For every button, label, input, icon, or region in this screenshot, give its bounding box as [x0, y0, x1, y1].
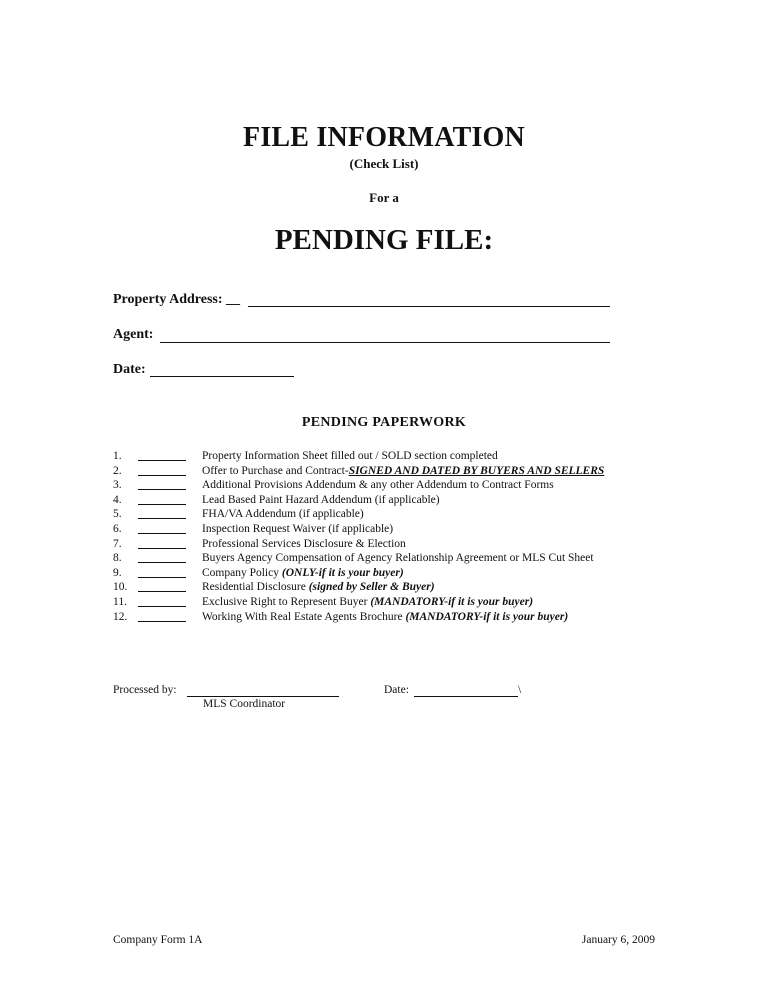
checklist-item — [113, 551, 673, 566]
checklist-checkoff-blank[interactable] — [138, 621, 186, 622]
checklist-checkoff-blank[interactable] — [138, 548, 186, 549]
checklist-checkoff-blank[interactable] — [138, 489, 186, 490]
checklist-item — [113, 610, 673, 625]
checklist-item — [113, 595, 673, 610]
agent-field[interactable] — [160, 342, 610, 343]
checklist-item-number: 7. — [113, 537, 122, 550]
checklist-item — [113, 478, 673, 493]
document-subtitle: (Check List) — [349, 156, 419, 171]
footer-date: January 6, 2009 — [581, 934, 655, 946]
checklist-checkoff-blank[interactable] — [138, 606, 186, 607]
processed-by-field[interactable] — [187, 696, 339, 697]
checklist-item — [113, 580, 673, 595]
checklist-checkoff-blank[interactable] — [138, 518, 186, 519]
checklist-item-number: 3. — [113, 479, 122, 492]
agent-row — [113, 327, 153, 343]
checklist-item-label: Property Information Sheet filled out / SOLD section completed — [202, 450, 498, 462]
checklist-item-number: 2. — [113, 464, 122, 477]
property-address-field[interactable] — [248, 306, 610, 307]
checklist-item-text — [202, 595, 533, 610]
checklist-item-text — [202, 551, 594, 566]
checklist-item-emphasis: (ONLY-if it is your buyer) — [281, 566, 404, 579]
checklist-item-text — [202, 537, 406, 552]
checklist-item-text — [202, 449, 498, 464]
checklist-item-number: 6. — [113, 522, 122, 535]
checklist-item-label: FHA/VA Addendum (if applicable) — [202, 508, 364, 521]
checklist-item-label: Professional Services Disclosure & Election — [202, 537, 406, 550]
property-address-label: Property Address: — [113, 292, 223, 307]
checklist-item-number: 1. — [113, 450, 122, 462]
checklist-item-label: Exclusive Right to Represent Buyer — [202, 595, 371, 608]
checklist-item-label: Inspection Request Waiver (if applicable) — [202, 522, 394, 535]
footer-form-name: Company Form 1A — [113, 934, 203, 946]
checklist-item-text — [202, 580, 435, 595]
checklist-item-text — [202, 566, 404, 581]
checklist-item-emphasis: (signed by Seller & Buyer) — [308, 581, 435, 594]
checklist-item-text — [202, 464, 604, 479]
document-title: FILE INFORMATION — [243, 122, 525, 153]
pending-file-title: PENDING FILE: — [274, 224, 494, 256]
checklist-item — [113, 449, 673, 464]
date-label: Date: — [113, 362, 146, 377]
checklist-item — [113, 522, 673, 537]
processed-date-label: Date: — [384, 684, 409, 696]
checklist-item — [113, 537, 673, 552]
checklist-checkoff-blank[interactable] — [138, 460, 186, 461]
checklist-item-label: Residential Disclosure — [202, 581, 309, 594]
checklist-item-label: Additional Provisions Addendum & any other Addendum to Contract Forms — [202, 479, 554, 492]
agent-label: Agent: — [113, 327, 154, 342]
checklist-item-number: 10. — [113, 581, 128, 594]
checklist-item-emphasis: (MANDATORY-if it is your buyer) — [370, 595, 534, 608]
processed-date-field[interactable] — [414, 696, 518, 697]
mls-coordinator-label: MLS Coordinator — [203, 698, 286, 710]
pending-paperwork-checklist — [113, 449, 673, 624]
checklist-item-emphasis: (MANDATORY-if it is your buyer) — [405, 610, 569, 623]
checklist-item-label: Lead Based Paint Hazard Addendum (if applicable) — [202, 493, 440, 506]
checklist-checkoff-blank[interactable] — [138, 533, 186, 534]
checklist-item — [113, 507, 673, 522]
checklist-item-label: Offer to Purchase and Contract- — [202, 464, 349, 477]
checklist-item — [113, 566, 673, 581]
checklist-item-label: Company Policy — [202, 566, 282, 579]
date-field[interactable] — [150, 376, 294, 377]
checklist-item-text — [202, 522, 393, 537]
checklist-item-number: 11. — [113, 595, 127, 608]
property-address-prefix: __ — [226, 292, 241, 307]
checklist-checkoff-blank[interactable] — [138, 562, 186, 563]
checklist-checkoff-blank[interactable] — [138, 504, 186, 505]
checklist-item-number: 12. — [113, 610, 128, 623]
checklist-item-label: Working With Real Estate Agents Brochure — [202, 610, 406, 623]
processed-date-suffix: \ — [518, 684, 522, 696]
checklist-item-number: 9. — [113, 566, 122, 579]
checklist-item-text — [202, 478, 554, 493]
date-row — [113, 362, 146, 378]
checklist-item-text — [202, 493, 440, 508]
checklist-checkoff-blank[interactable] — [138, 591, 186, 592]
checklist-checkoff-blank[interactable] — [138, 577, 186, 578]
checklist-item-number: 8. — [113, 552, 122, 565]
property-address-row — [113, 292, 240, 308]
checklist-item — [113, 493, 673, 508]
checklist-checkoff-blank[interactable] — [138, 475, 186, 476]
checklist-item — [113, 464, 673, 479]
checklist-item-label: Buyers Agency Compensation of Agency Relationship Agreement or MLS Cut Sheet — [202, 552, 594, 565]
pending-paperwork-heading: PENDING PAPERWORK — [301, 415, 467, 430]
for-a-text: For a — [369, 190, 399, 205]
processed-by-label: Processed by: — [113, 684, 177, 696]
checklist-item-emphasis: SIGNED AND DATED BY BUYERS AND SELLERS — [348, 464, 605, 477]
checklist-item-text — [202, 507, 364, 522]
checklist-item-number: 4. — [113, 493, 122, 506]
checklist-item-text — [202, 610, 568, 625]
checklist-item-number: 5. — [113, 508, 122, 521]
